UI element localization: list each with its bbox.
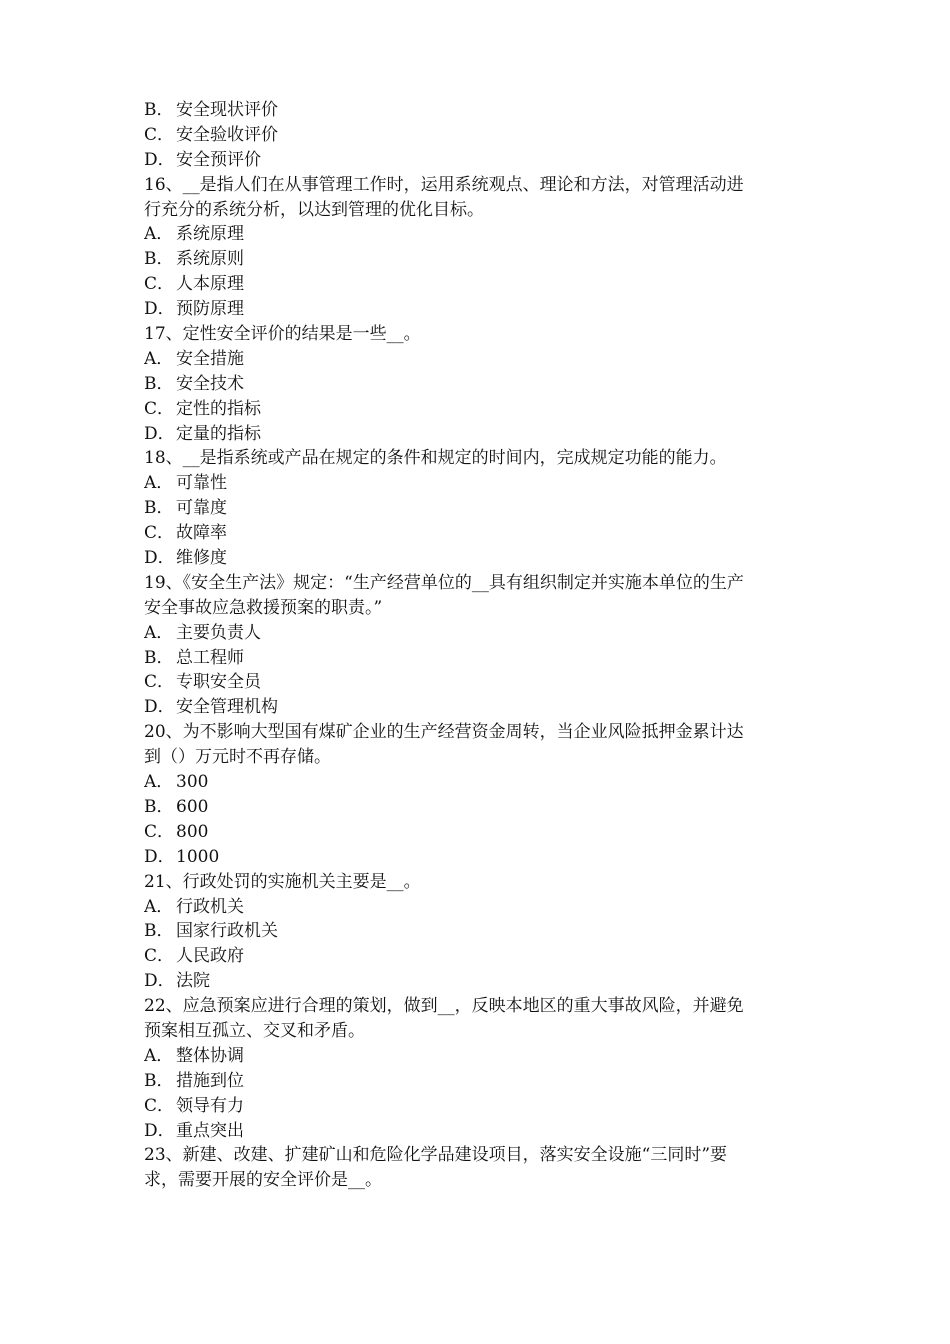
- option-letter: A．: [144, 772, 174, 793]
- option-text: 人本原理: [176, 274, 244, 295]
- option-text: 措施到位: [176, 1070, 244, 1091]
- option-line: [144, 845, 816, 870]
- option-letter: B．: [144, 249, 174, 270]
- option-line: [144, 471, 816, 496]
- option-letter: D．: [144, 971, 175, 992]
- exam-page: [144, 98, 816, 1193]
- option-line: [144, 297, 816, 322]
- option-line: [144, 820, 816, 845]
- option-text: 安全现状评价: [176, 100, 278, 120]
- option-line: [144, 272, 816, 297]
- option-line: [144, 422, 816, 447]
- option-letter: D．: [144, 299, 175, 320]
- option-text: 总工程师: [176, 647, 244, 668]
- option-line: [144, 397, 816, 422]
- question-stem-line-2: 安全事故应急救援预案的职责。”: [144, 597, 383, 618]
- question-stem-line-2: 预案相互孤立、交叉和矛盾。: [144, 1020, 365, 1041]
- option-text: 专职安全员: [176, 672, 261, 693]
- option-line: [144, 795, 816, 820]
- option-text: 可靠性: [176, 473, 227, 494]
- option-text: 300: [176, 772, 209, 793]
- option-text: 安全技术: [176, 373, 244, 394]
- question-stem-line-1: 23、新建、改建、扩建矿山和危险化学品建设项目，落实安全设施“三同时”要: [144, 1145, 728, 1166]
- option-line: [144, 496, 816, 521]
- option-text: 维修度: [176, 548, 227, 569]
- option-letter: B．: [144, 921, 174, 942]
- question-stem-line-2: 到（）万元时不再存储。: [144, 747, 331, 768]
- option-line: [144, 944, 816, 969]
- option-text: 安全验收评价: [176, 124, 278, 145]
- option-line: [144, 1069, 816, 1094]
- option-line: [144, 372, 816, 397]
- option-line: [144, 969, 816, 994]
- option-line: [144, 222, 816, 247]
- option-letter: B．: [144, 373, 174, 394]
- option-letter: B．: [144, 498, 174, 519]
- option-text: 预防原理: [176, 299, 244, 320]
- option-text: 安全措施: [176, 348, 244, 369]
- option-letter: A．: [144, 473, 174, 494]
- option-text: 主要负责人: [176, 622, 261, 643]
- option-letter: C．: [144, 124, 175, 145]
- option-letter: D．: [144, 423, 175, 444]
- option-letter: C．: [144, 398, 175, 419]
- question-stem-line-1: 20、为不影响大型国有煤矿企业的生产经营资金周转，当企业风险抵押金累计达: [144, 722, 744, 743]
- question-stem-line-1: 19、《安全生产法》规定：“生产经营单位的__具有组织制定并实施本单位的生产: [144, 572, 744, 593]
- option-letter: D．: [144, 149, 175, 170]
- question-stem: 21、行政处罚的实施机关主要是__。: [144, 871, 421, 892]
- option-line: [144, 646, 816, 671]
- option-letter: A．: [144, 224, 174, 245]
- option-letter: A．: [144, 896, 174, 917]
- option-text: 可靠度: [176, 498, 227, 519]
- stem-text-store: [0, 0, 1, 1]
- option-text: 安全预评价: [176, 149, 261, 170]
- option-line: [144, 919, 816, 944]
- option-letter: D．: [144, 1120, 175, 1141]
- option-text: 800: [176, 821, 209, 842]
- question-stem: 18、__是指系统或产品在规定的条件和规定的时间内，完成规定功能的能力。: [144, 448, 727, 469]
- option-letter: C．: [144, 821, 175, 842]
- option-letter: C．: [144, 946, 175, 967]
- option-line: [144, 1094, 816, 1119]
- option-line: [144, 521, 816, 546]
- option-text: 600: [176, 796, 209, 817]
- option-text: 行政机关: [176, 896, 244, 917]
- option-text: 故障率: [176, 523, 227, 544]
- option-line: [144, 98, 816, 123]
- question-stem-line-2: 行充分的系统分析，以达到管理的优化目标。: [144, 199, 484, 220]
- option-line: [144, 148, 816, 173]
- option-text: 法院: [176, 971, 210, 992]
- option-text: 重点突出: [176, 1120, 244, 1141]
- option-letter: C．: [144, 274, 175, 295]
- option-line: [144, 1044, 816, 1069]
- option-line: [144, 770, 816, 795]
- option-line: [144, 695, 816, 720]
- option-letter: B．: [144, 1070, 174, 1091]
- option-text: 整体协调: [176, 1045, 244, 1066]
- option-letter: B．: [144, 100, 174, 120]
- option-text: 定量的指标: [176, 423, 261, 444]
- option-letter: C．: [144, 1095, 175, 1116]
- option-line: [144, 247, 816, 272]
- question-stem-line-1: 22、应急预案应进行合理的策划，做到__，反映本地区的重大事故风险，并避免: [144, 996, 744, 1017]
- option-text: 领导有力: [176, 1095, 244, 1116]
- option-letter: D．: [144, 846, 175, 867]
- option-text: 系统原理: [176, 224, 244, 245]
- option-letter: B．: [144, 796, 174, 817]
- option-letter: A．: [144, 348, 174, 369]
- option-text: 安全管理机构: [176, 697, 278, 718]
- question-stem-line-1: 16、__是指人们在从事管理工作时，运用系统观点、理论和方法，对管理活动进: [144, 174, 744, 195]
- option-line: [144, 621, 816, 646]
- option-text: 国家行政机关: [176, 921, 278, 942]
- option-letter: C．: [144, 672, 175, 693]
- option-letter: B．: [144, 647, 174, 668]
- option-line: [144, 546, 816, 571]
- option-line: [144, 123, 816, 148]
- option-text: 1000: [176, 846, 220, 867]
- option-text: 人民政府: [176, 946, 244, 967]
- option-letter: A．: [144, 622, 174, 643]
- option-letter: D．: [144, 697, 175, 718]
- option-letter: C．: [144, 523, 175, 544]
- option-text: 系统原则: [176, 249, 244, 270]
- option-text: 定性的指标: [176, 398, 261, 419]
- question-stem-line-2: 求，需要开展的安全评价是__。: [144, 1170, 382, 1191]
- option-line: [144, 670, 816, 695]
- option-line: [144, 1119, 816, 1144]
- option-line: [144, 347, 816, 372]
- option-letter: A．: [144, 1045, 174, 1066]
- question-stem: 17、定性安全评价的结果是一些__。: [144, 324, 421, 345]
- option-letter: D．: [144, 548, 175, 569]
- option-line: [144, 895, 816, 920]
